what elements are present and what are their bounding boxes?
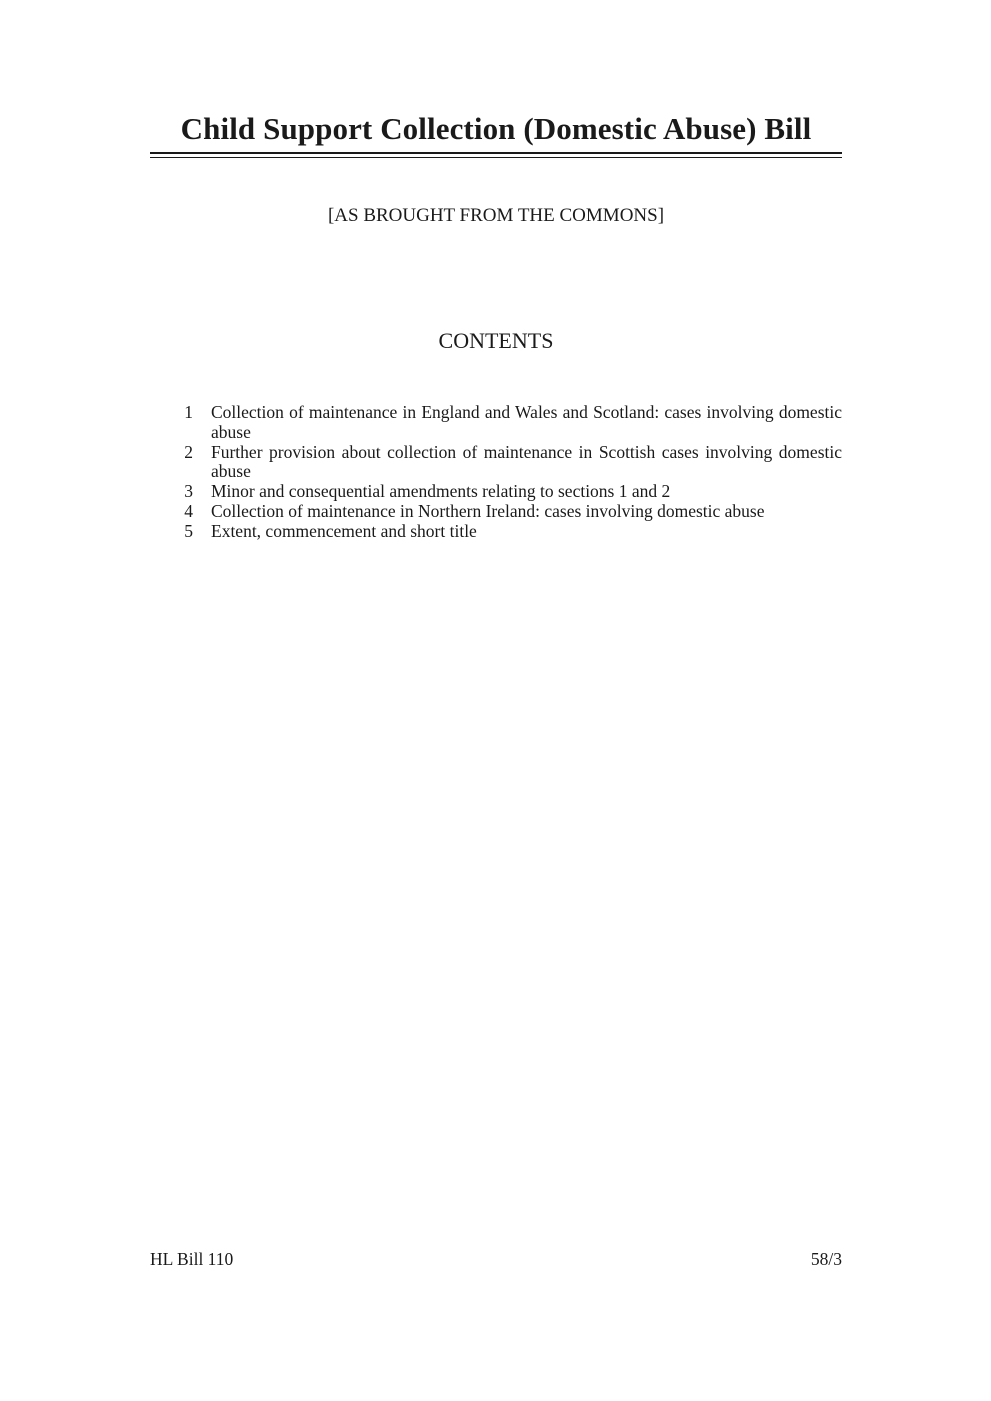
section-number: 2 <box>184 441 193 462</box>
bill-reference: HL Bill 110 <box>150 1249 234 1269</box>
contents-item-5[interactable] <box>150 522 842 542</box>
title-double-rule-top <box>150 152 842 154</box>
section-number: 3 <box>184 481 193 502</box>
section-number: 5 <box>184 520 193 541</box>
section-number: 1 <box>184 402 193 422</box>
print-code: 58/3 <box>810 1249 842 1269</box>
page-title: Child Support Collection (Domestic Abuse) Bill <box>180 111 812 146</box>
section-title: Collection of maintenance in England and Wales and Scotland: cases involving domestic abuse <box>211 402 842 442</box>
contents-item-2[interactable] <box>150 443 842 483</box>
section-number: 4 <box>184 500 193 521</box>
section-title: Collection of maintenance in Northern Ireland: cases involving domestic abuse <box>211 500 765 521</box>
section-title: Minor and consequential amendments relating to sections 1 and 2 <box>211 481 671 502</box>
contents-list <box>150 403 842 542</box>
contents-item-3[interactable] <box>150 482 842 502</box>
contents-heading: CONTENTS <box>438 328 554 353</box>
section-title: Extent, commencement and short title <box>211 520 477 541</box>
contents-item-4[interactable] <box>150 502 842 522</box>
bill-status: [AS BROUGHT FROM THE COMMONS] <box>327 205 665 226</box>
contents-item-1[interactable] <box>150 403 842 443</box>
title-double-rule-bottom <box>150 157 842 158</box>
section-title: Further provision about collection of maintenance in Scottish cases involving domestic abuse <box>211 441 842 482</box>
